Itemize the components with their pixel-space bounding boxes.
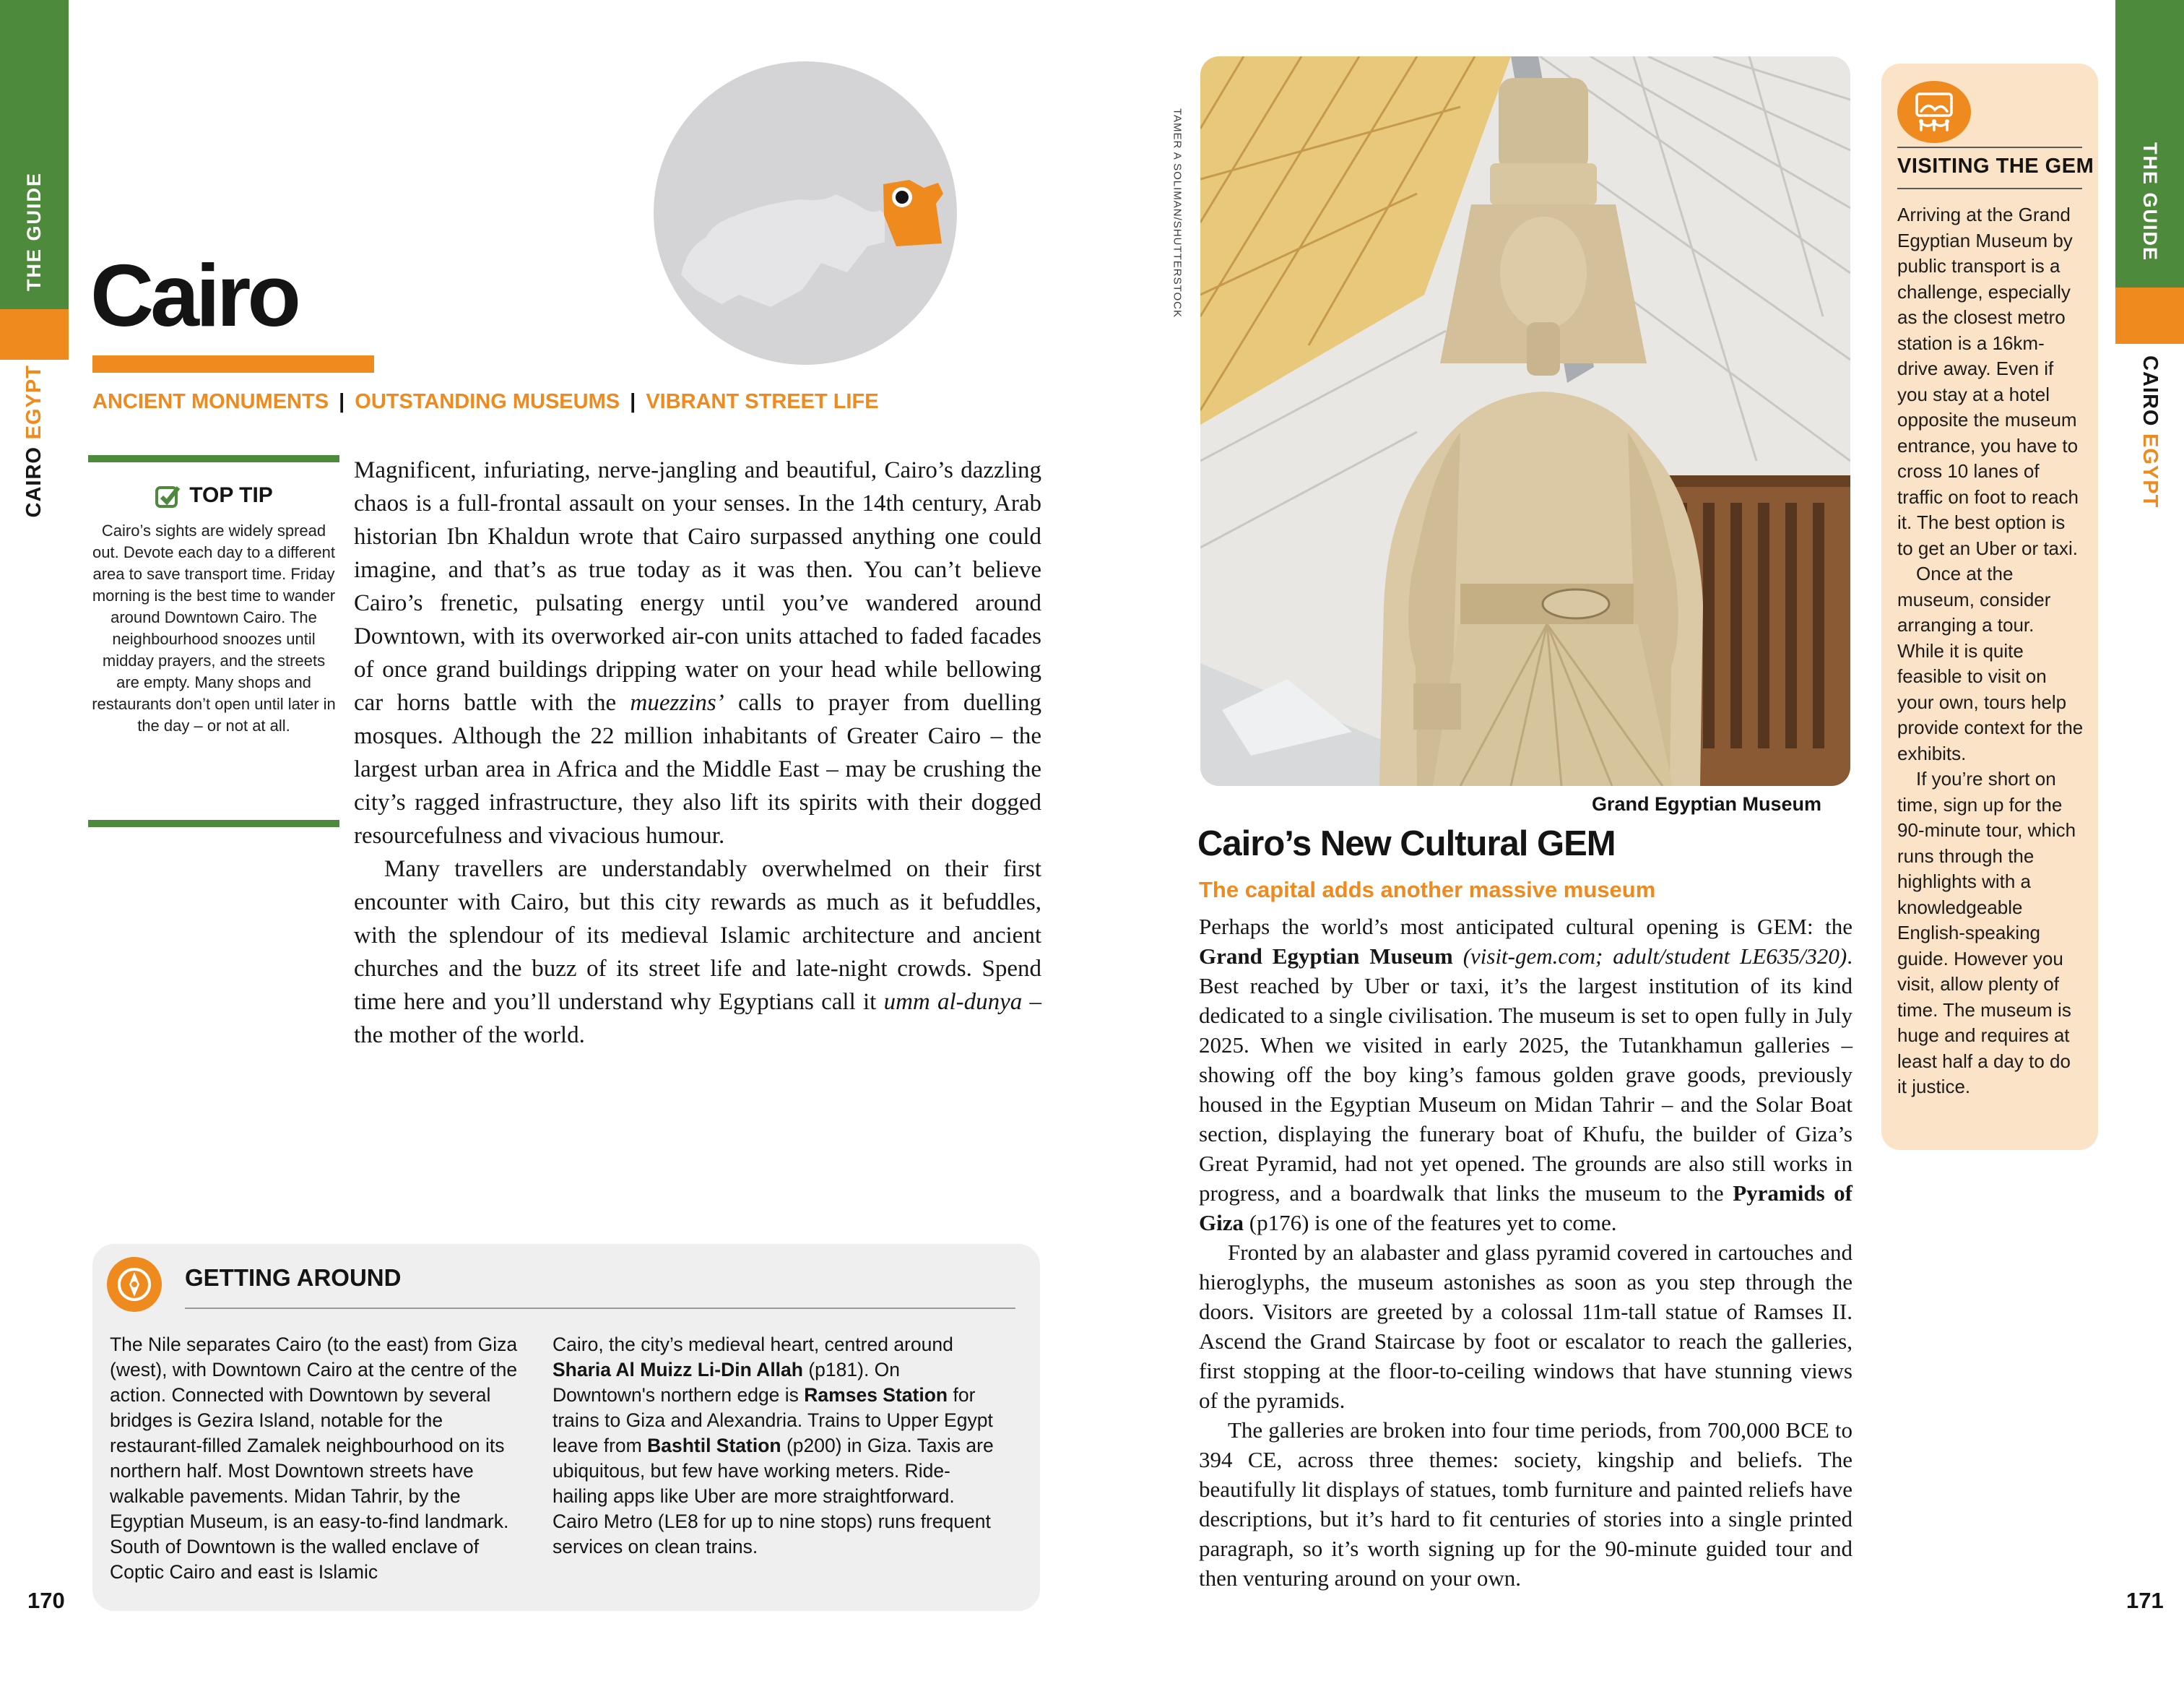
right-edge-city-tab <box>2115 355 2184 509</box>
photo-caption: Grand Egyptian Museum <box>1591 793 1821 815</box>
museum-exhibit-icon <box>1897 81 1971 143</box>
getting-around-column-2: Cairo, the city’s medieval heart, centred around Sharia Al Muizz Li-Din Allah (p181). On Downtown's northern edge is Ramses Station for trains to Giza and Alexandria. Trains to Upper Egypt leave from Bashtil Station (p200) in Giza. Taxis are ubiquitous, but few have working meters. Ride-hailing apps like Uber are more straightforward. Cairo Metro (LE8 for up to nine stops) runs frequent services on clean trains. <box>552 1334 994 1557</box>
right-edge-orange-block <box>2115 288 2184 344</box>
cairo-map-dot <box>896 191 909 204</box>
right-city-label: CAIRO <box>2138 355 2162 427</box>
compass-icon <box>107 1257 162 1312</box>
top-tip-box <box>88 455 339 827</box>
left-edge-guide-tab <box>0 165 69 298</box>
sidebar-paragraph-1: Arriving at the Grand Egyptian Museum by public transport is a challenge, especially as the closest metro station is a 16km-drive away. Even if you stay at a hotel opposite the museum entrance, you have to cross 10 lanes of traffic on foot to reach it. The best option is to get an Uber or taxi. <box>1897 204 2079 559</box>
right-country-label: EGYPT <box>2138 433 2162 509</box>
left-guide-label: THE GUIDE <box>23 171 45 291</box>
sidebar-heading: VISITING THE GEM <box>1897 155 2094 178</box>
left-country-label: EGYPT <box>22 365 46 440</box>
photo-credit: TAMER A SOLIMAN/SHUTTERSTOCK <box>1171 108 1184 318</box>
left-edge-city-tab <box>0 365 69 518</box>
visiting-the-gem-sidebar <box>1881 64 2098 1150</box>
getting-around-column-1: The Nile separates Cairo (to the east) from Giza (west), with Downtown Cairo at the centre of the action. Connected with Downtown by several bridges is Gezira Island, notable for the restaurant-filled Zamalek neighbourhood on its northern half. Most Downtown streets have walkable pavements. Midan Tahrir, by the Egyptian Museum, is an easy-to-find landmark. South of Downtown is the walled enclave of Coptic Cairo and east is Islamic <box>110 1334 518 1583</box>
intro-text <box>354 454 1041 1052</box>
grand-egyptian-museum-photo <box>1200 56 1850 786</box>
top-tip-body: Cairo’s sights are widely spread out. Devote each day to a different area to save transport time. Friday morning is the best time to wander around Downtown Cairo. The neighbourhood snoozes until midday prayers, and the streets are empty. Many shops and restaurants don’t open until later in the day – or not at all. <box>92 522 336 735</box>
sidebar-paragraph-2: Once at the museum, consider arranging a tour. While it is quite feasible to visit on your own, tours help provide context for the exhibits. <box>1897 563 2084 764</box>
sidebar-paragraph-3: If you’re short on time, sign up for the 90-minute tour, which runs through the highlights with a knowledgeable English-speaking guide. However you visit, allow plenty of time. The museum is huge and requires at least half a day to do it justice. <box>1897 768 2076 1097</box>
intro-paragraph-2: Many travellers are understandably overwhelmed on their first encounter with Cairo, but this city rewards as much as it befuddles, with the splendour of its medieval Islamic architecture and ancient churches and the buzz of its street life and late-night crowds. Spend time here and you’ll understand why Egyptians call it umm al-dunya – the mother of the world. <box>354 856 1041 1048</box>
article-paragraph-2: Fronted by an alabaster and glass pyramid covered in cartouches and hieroglyphs, the museum astonishes as soon as you step through the doors. Visitors are greeted by a colossal 11m-tall statue of Ramses II. Ascend the Grand Staircase by foot or escalator to reach the galleries, first stopping at the floor-to-ceiling windows that have stunning views of the pyramids. <box>1199 1240 1852 1413</box>
sidebar-rule-bottom <box>1897 188 2082 189</box>
top-tip-label: TOP TIP <box>189 483 273 507</box>
left-edge-orange-block <box>0 309 69 360</box>
checkbox-check-icon <box>155 483 181 509</box>
right-edge-guide-tab <box>2115 130 2184 275</box>
page-number-right: 171 <box>2126 1588 2164 1613</box>
getting-around-rule <box>185 1308 1015 1309</box>
getting-around-box <box>92 1244 1040 1611</box>
left-city-label: CAIRO <box>22 446 46 518</box>
page-title: Cairo <box>90 246 298 345</box>
ramses-statue-illustration <box>1200 56 1850 786</box>
article-paragraph-1: Perhaps the world’s most anticipated cultural opening is GEM: the Grand Egyptian Museum (visit-gem.com; adult/student LE635/320). Best reached by Uber or taxi, it’s the largest institution of its kind dedicated to a single civilisation. The museum is set to open fully in July 2025. When we visited in early 2025, the Tutankhamun galleries – showing off the boy king’s famous golden grave goods, previously housed in the Egyptian Museum on Midan Tahrir – and the Solar Boat section, displaying the funerary boat of Khufu, the builder of Giza’s Great Pyramid, had not yet opened. The grounds are also still works in progress, and a boardwalk that links the museum to the Pyramids of Giza (p176) is one of the features yet to come. <box>1199 914 1852 1235</box>
getting-around-heading: GETTING AROUND <box>185 1264 402 1291</box>
article-body <box>1199 912 1852 1593</box>
article-subheading: The capital adds another massive museum <box>1199 877 1656 902</box>
sidebar-rule-top <box>1897 147 2082 148</box>
tagline: ANCIENT MONUMENTS | OUTSTANDING MUSEUMS | VIBRANT STREET LIFE <box>92 390 879 413</box>
sidebar-body <box>1897 202 2084 1100</box>
egypt-locator-map-graphic <box>654 61 957 365</box>
article-heading: Cairo’s New Cultural GEM <box>1197 824 1616 863</box>
article-paragraph-3: The galleries are broken into four time periods, from 700,000 BCE to 394 CE, across three themes: society, kingship and beliefs. The beautifully lit displays of statues, tomb furniture and painted reliefs have descriptions, but it’s hard to fit centuries of stories into a single printed paragraph, so it’s worth signing up for the 90-minute guided tour and then venturing around on your own. <box>1199 1417 1852 1591</box>
top-tip-header <box>88 483 339 509</box>
right-guide-label: THE GUIDE <box>2139 142 2161 262</box>
locator-map <box>654 61 957 365</box>
intro-paragraph-1: Magnificent, infuriating, nerve-jangling and beautiful, Cairo’s dazzling chaos is a full-frontal assault on your senses. In the 14th century, Arab historian Ibn Khaldun wrote that Cairo surpassed anything one could imagine, and that’s as true today as it was then. You can’t believe Cairo’s frenetic, pulsating energy until you’ve wandered around Downtown, with its overworked air-con units attached to faded facades of once grand buildings dripping water on your head while bellowing car horns battle with the muezzins’ calls to prayer from duelling mosques. Although the 22 million inhabitants of Greater Cairo – the largest urban area in Africa and the Middle East – may be crushing the city’s ragged infrastructure, they also lift its spirits with their dogged resourcefulness and vivacious humour. <box>354 457 1041 849</box>
page-number-left: 170 <box>27 1588 65 1613</box>
title-underline <box>92 355 374 373</box>
